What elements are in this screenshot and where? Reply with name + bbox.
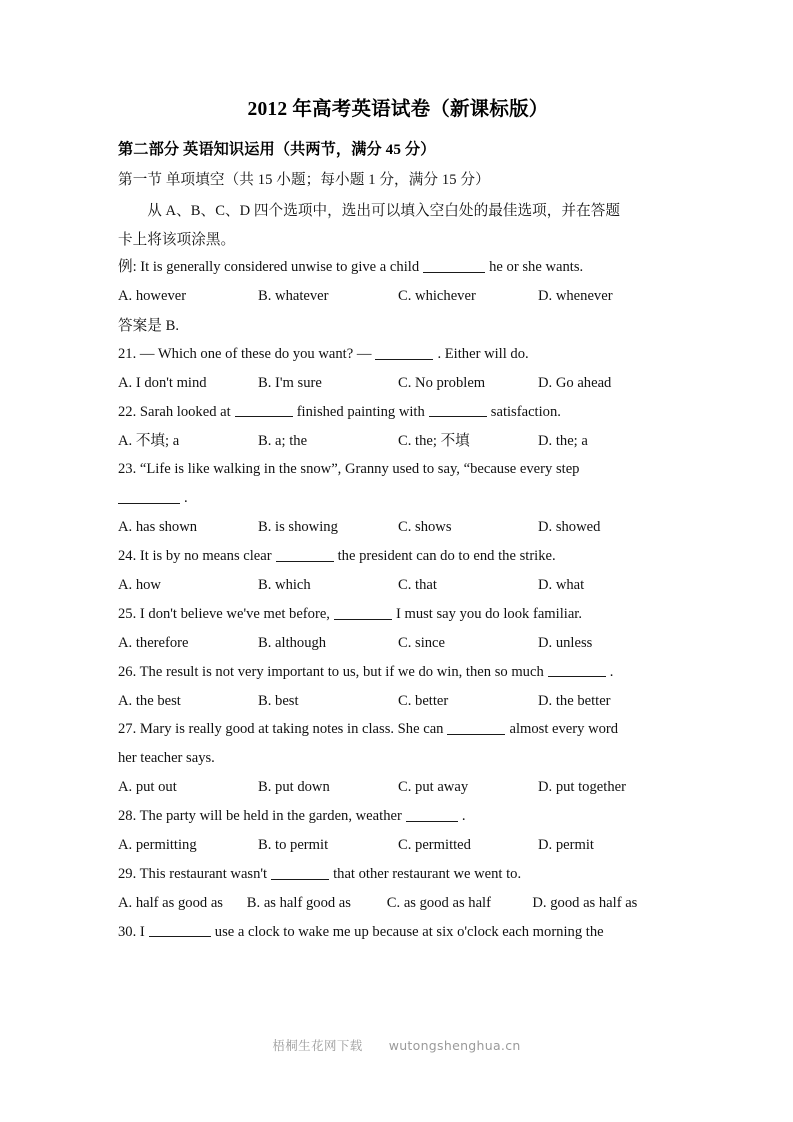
footer-site-name: 梧桐生花网下载 [272, 1038, 363, 1053]
question-27-stem-suffix: almost every word [509, 721, 619, 738]
question-22-option-c: C. the; 不填 [398, 432, 470, 449]
question-21-stem-suffix: . Either will do. [437, 345, 529, 362]
question-21-blank [375, 345, 433, 360]
question-22-number: 22. [118, 403, 137, 420]
question-26-option-c: C. better [398, 692, 449, 709]
question-23-option-b: B. is showing [258, 519, 338, 536]
question-25-stem-suffix: I must say you do look familiar. [395, 605, 583, 622]
example-answer: 答案是 B. [118, 318, 180, 335]
question-24-option-b: B. which [258, 577, 311, 594]
page-title: 2012 年高考英语试卷（新课标版） [247, 99, 549, 120]
question-28-option-a: A. permitting [118, 837, 197, 854]
question-26-options [118, 691, 678, 713]
question-25-option-b: B. although [258, 634, 327, 651]
question-23-stem-line-2-suffix: . [184, 490, 188, 507]
question-21-option-c: C. No problem [398, 374, 486, 391]
question-26-blank [548, 663, 606, 678]
question-24-stem-prefix: It is by no means clear [139, 548, 272, 565]
question-25-number: 25. [118, 605, 137, 622]
question-30-stem [118, 922, 678, 944]
question-27-stem [118, 719, 678, 741]
question-28-option-d: D. permit [538, 837, 594, 854]
question-30-number: 30. [118, 923, 137, 940]
example-option-b: B. whatever [258, 288, 329, 305]
question-29-number: 29. [118, 865, 137, 882]
question-30-blank [149, 923, 211, 938]
question-27-option-b: B. put down [258, 779, 330, 796]
question-28-stem-prefix: The party will be held in the garden, weather [139, 808, 402, 825]
question-24-number: 24. [118, 548, 137, 565]
question-27-option-c: C. put away [398, 779, 469, 796]
question-23-stem [118, 459, 678, 481]
question-28-stem [118, 806, 678, 828]
question-24-option-a: A. how [118, 577, 161, 594]
question-25-blank [334, 605, 392, 620]
question-29-options [118, 893, 678, 915]
question-22-blank-1 [235, 403, 293, 418]
question-26-option-d: D. the better [538, 692, 611, 709]
question-26-option-b: B. best [258, 692, 299, 709]
question-29-option-c: C. as good as half [386, 894, 491, 911]
question-28-option-b: B. to permit [258, 837, 329, 854]
question-25-option-c: C. since [398, 634, 446, 651]
example-option-d: D. whenever [538, 288, 613, 305]
example-stem-suffix: he or she wants. [489, 259, 584, 276]
question-22-stem-middle: finished painting with [296, 403, 425, 420]
question-27-option-d: D. put together [538, 779, 626, 796]
question-22-option-b: B. a; the [258, 432, 308, 449]
question-21-stem [118, 344, 678, 366]
question-29-stem-prefix: This restaurant wasn't [139, 865, 268, 882]
question-28-option-c: C. permitted [398, 837, 471, 854]
question-21-number: 21. [118, 345, 137, 362]
directions-line-2: 卡上将该项涂黑。 [118, 231, 236, 248]
question-25-stem [118, 604, 678, 626]
question-28-stem-suffix: . [461, 808, 466, 825]
directions-line-1: 从 A、B、C、D 四个选项中，选出可以填入空白处的最佳选项，并在答题 [147, 203, 621, 220]
question-25-stem-prefix: I don't believe we've met before, [139, 605, 330, 622]
question-22-stem [118, 402, 678, 424]
question-28-blank [406, 807, 458, 822]
question-23-stem-line-1: “Life is like walking in the snow”, Granny used to say, “because every step [139, 461, 580, 478]
question-21-stem-prefix: — Which one of these do you want? — [139, 345, 372, 362]
footer-watermark [0, 1036, 793, 1054]
question-22-option-a: A. 不填; a [118, 432, 180, 449]
question-29-option-b: B. as half good as [246, 894, 351, 911]
question-26-option-a: A. the best [118, 692, 181, 709]
question-22-option-d: D. the; a [538, 432, 588, 449]
question-25-options [118, 633, 678, 655]
example-stem-prefix: 例: It is generally considered unwise to give a child [118, 259, 420, 276]
question-22-stem-prefix: Sarah looked at [139, 403, 231, 420]
question-26-stem-suffix: . [609, 663, 614, 680]
question-29-stem-suffix: that other restaurant we went to. [333, 865, 522, 882]
question-26-number: 26. [118, 663, 137, 680]
question-24-option-c: C. that [398, 577, 437, 594]
question-27-options [118, 777, 678, 799]
question-22-blank-2 [429, 403, 487, 418]
document-content [118, 98, 678, 951]
question-29-option-a: A. half as good as [118, 894, 223, 911]
question-28-number: 28. [118, 808, 137, 825]
question-28-options [118, 835, 678, 857]
example-option-c: C. whichever [398, 288, 476, 305]
footer-url: wutongshenghua.cn [388, 1038, 521, 1053]
subsection-heading-section-one: 第一节 单项填空（共 15 小题；每小题 1 分，满分 15 分） [118, 172, 490, 189]
question-24-stem [118, 546, 678, 568]
question-27-number: 27. [118, 721, 137, 738]
question-23-option-d: D. showed [538, 519, 601, 536]
question-23-blank [118, 489, 180, 504]
example-blank [423, 258, 485, 273]
question-30-stem-prefix: I [139, 923, 145, 940]
section-heading-part-two: 第二部分 英语知识运用（共两节，满分 45 分） [118, 141, 436, 159]
example-options [118, 286, 678, 308]
question-21-option-d: D. Go ahead [538, 374, 612, 391]
question-24-blank [276, 547, 334, 562]
question-29-blank [271, 865, 329, 880]
question-25-option-a: A. therefore [118, 634, 189, 651]
question-30-stem-suffix: use a clock to wake me up because at six o'clock each morning the [214, 923, 604, 940]
question-22-stem-suffix: satisfaction. [490, 403, 561, 420]
question-26-stem-prefix: The result is not very important to us, but if we do win, then so much [139, 663, 544, 680]
question-25-option-d: D. unless [538, 634, 593, 651]
example-option-a: A. however [118, 288, 187, 305]
question-24-option-d: D. what [538, 577, 585, 594]
question-27-option-a: A. put out [118, 779, 177, 796]
question-23-number: 23. [118, 461, 137, 478]
question-21-option-b: B. I'm sure [258, 374, 322, 391]
question-27-stem-line-2: her teacher says. [118, 750, 215, 767]
question-21-options [118, 373, 678, 395]
question-24-options [118, 575, 678, 597]
question-27-stem-prefix: Mary is really good at taking notes in class. She can [139, 721, 444, 738]
question-23-option-c: C. shows [398, 519, 452, 536]
question-22-options [118, 431, 678, 453]
example-stem [118, 257, 678, 279]
question-21-option-a: A. I don't mind [118, 374, 207, 391]
question-27-blank [447, 720, 505, 735]
question-26-stem [118, 662, 678, 684]
question-29-option-d: D. good as half as [532, 894, 638, 911]
question-29-stem [118, 864, 678, 886]
question-24-stem-suffix: the president can do to end the strike. [337, 548, 556, 565]
question-23-options [118, 517, 678, 539]
question-23-stem-line-2 [118, 488, 678, 510]
question-23-option-a: A. has shown [118, 519, 198, 536]
